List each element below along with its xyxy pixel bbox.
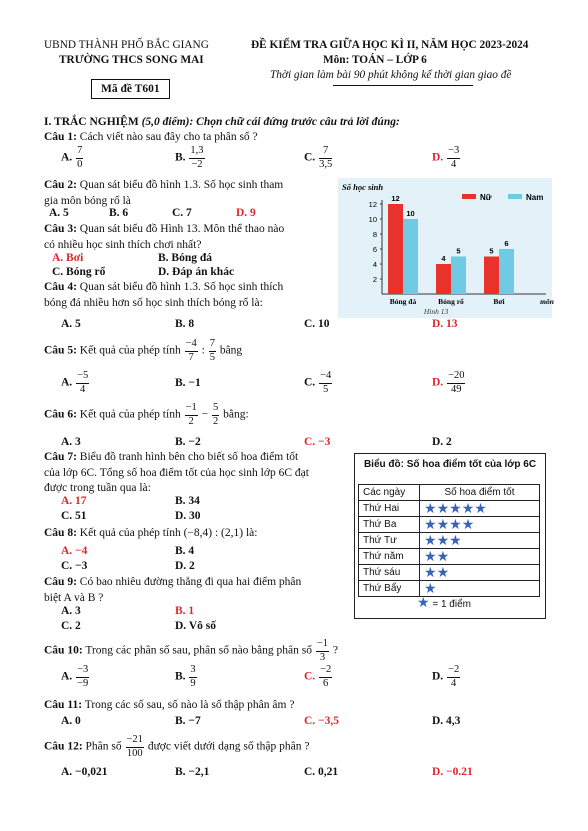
q1-option-b[interactable]: B. $\frac{1,3}{-2}$ — [175, 145, 204, 170]
q1-option-a[interactable]: A. $\frac{7}{0}$ — [61, 145, 83, 170]
q4-text: Câu 4: Quan sát biểu đồ hình 1.3. Số học sinh thích bóng đá nhiều hơn số học sinh thích bóng rổ là: — [44, 281, 284, 309]
q9-option-a[interactable]: A. 3 — [61, 605, 81, 617]
bar-data-label: 5 — [489, 246, 494, 256]
star-icon: ★ — [424, 500, 437, 516]
q5-option-c[interactable]: C. $\frac{-4}{5}$ — [304, 370, 332, 395]
flower-row-day: Thứ Ba — [359, 517, 420, 533]
q12-text: Câu 12: Phân số $\frac{-21}{100}$ được viết dưới dạng số thập phân ? — [44, 734, 310, 759]
q7-option-d[interactable]: D. 30 — [175, 510, 201, 522]
q5-option-b[interactable]: B. −1 — [175, 377, 201, 389]
q12-option-c[interactable]: C. 0,21 — [304, 766, 339, 778]
flower-row — [359, 565, 540, 581]
exam-code: Mã đề T601 — [91, 79, 170, 99]
q5-option-d[interactable]: D. $\frac{-20}{49}$ — [432, 370, 465, 395]
q9-option-b[interactable]: B. 1 — [175, 605, 195, 617]
q10-text: Câu 10: Trong các phân số sau, phân số nào bằng phân số $\frac{-1}{3}$ ? — [44, 638, 339, 663]
star-icon: ★ — [417, 594, 430, 610]
q4-option-c[interactable]: C. 10 — [304, 318, 330, 330]
bar-data-label: 6 — [504, 239, 509, 248]
bar-data-label: 10 — [406, 209, 415, 218]
org-name: UBND THÀNH PHỐ BẮC GIANG — [44, 39, 209, 51]
q3-option-d[interactable]: D. Đáp án khác — [158, 266, 235, 278]
header-rule — [333, 85, 473, 86]
q9-option-d[interactable]: D. Vô số — [175, 620, 217, 632]
star-icon: ★ — [436, 532, 450, 548]
q7-option-a[interactable]: A. 17 — [61, 495, 87, 507]
flower-row — [359, 517, 540, 533]
q2-option-c[interactable]: C. 7 — [172, 207, 192, 219]
q7-option-b[interactable]: B. 34 — [175, 495, 200, 507]
bar-Nữ — [484, 257, 499, 295]
q5-text: Câu 5: Kết quả của phép tính $\frac{-4}{7}$ : $\frac{7}{5}$ bằng — [44, 338, 243, 363]
school-name: TRƯỜNG THCS SONG MAI — [59, 54, 204, 66]
star-icon: ★ — [461, 516, 475, 532]
q11-text: Câu 11: Trong các số sau, số nào là số thập phân âm ? — [44, 699, 295, 711]
q12-option-b[interactable]: B. −2,1 — [175, 766, 210, 778]
q3-option-a[interactable]: A. Bơi — [52, 252, 84, 264]
q4-option-d[interactable]: D. 13 — [432, 318, 458, 330]
star-icon: ★ — [424, 580, 437, 596]
flower-row-stars — [420, 565, 540, 581]
q8-option-d[interactable]: D. 2 — [175, 560, 195, 572]
star-icon: ★ — [449, 532, 462, 548]
q1-text: Câu 1: Cách viết nào sau đây cho ta phân số ? — [44, 131, 258, 143]
section-points: (5,0 điểm): — [141, 116, 194, 128]
legend-swatch — [508, 194, 522, 199]
q2-option-d[interactable]: D. 9 — [236, 207, 256, 219]
q5-option-a[interactable]: A. $\frac{-5}{4}$ — [61, 370, 89, 395]
q6-option-b[interactable]: B. −2 — [175, 436, 201, 448]
flower-col-count: Số hoa điểm tốt — [420, 485, 540, 501]
flower-chart-title: Biểu đồ: Số hoa điểm tốt của lớp 6C — [363, 459, 537, 470]
flower-table — [358, 484, 540, 597]
bar-data-label: 4 — [441, 254, 446, 263]
q6-text: Câu 6: Kết quả của phép tính $\frac{-1}{2}$ − $\frac{5}{2}$ bằng: — [44, 402, 249, 427]
section-heading — [44, 116, 400, 128]
q3-text: Câu 3: Quan sát biểu đồ Hình 13. Môn thể thao nào có nhiều học sinh thích chơi nhất? — [44, 223, 285, 251]
q10-option-b[interactable]: B. $\frac{3}{9}$ — [175, 664, 196, 689]
q1-option-d[interactable]: D. $\frac{-3}{4}$ — [432, 145, 460, 170]
q7-text: Câu 7: Biểu đồ tranh hình bên cho biết số hoa điểm tốt của lớp 6C. Tổng số hoa điểm tốt của học sinh lớp 6C đạt được trong tuần qua là: — [44, 451, 309, 494]
flower-row-stars — [420, 501, 540, 517]
flower-row — [359, 533, 540, 549]
q4-option-b[interactable]: B. 8 — [175, 318, 195, 330]
q6-option-a[interactable]: A. 3 — [61, 436, 81, 448]
q9-option-c[interactable]: C. 2 — [61, 620, 81, 632]
q12-option-a[interactable]: A. −0,021 — [61, 766, 108, 778]
q1-option-c[interactable]: C. $\frac{7}{3,5}$ — [304, 145, 333, 170]
y-tick-label: 10 — [368, 215, 377, 224]
flower-row — [359, 501, 540, 517]
y-tick-label: 8 — [372, 230, 377, 239]
flower-legend — [417, 595, 471, 610]
q8-option-c[interactable]: C. −3 — [61, 560, 88, 572]
flower-row-stars — [420, 517, 540, 533]
star-icon: ★ — [461, 500, 475, 516]
q6-option-d[interactable]: D. 2 — [432, 436, 452, 448]
x-tick-label: môn — [540, 297, 554, 306]
flower-row-day: Thứ Hai — [359, 501, 420, 517]
q7-option-c[interactable]: C. 51 — [61, 510, 87, 522]
flower-col-days: Các ngày — [359, 485, 420, 501]
y-tick-label: 2 — [372, 275, 377, 284]
legend-label: Nữ — [480, 193, 492, 202]
q3-option-b[interactable]: B. Bóng đá — [158, 252, 213, 264]
bar-Nữ — [436, 264, 451, 294]
star-icon: ★ — [424, 532, 437, 548]
star-icon: ★ — [449, 516, 462, 532]
flower-row-day: Thứ Bẩy — [359, 581, 420, 597]
q12-option-d[interactable]: D. −0.21 — [432, 766, 473, 778]
q11-option-a[interactable]: A. 0 — [61, 715, 81, 727]
x-tick-label: Bóng rổ — [438, 297, 464, 306]
star-icon: ★ — [436, 564, 450, 580]
q10-option-a[interactable]: A. $\frac{-3}{-9}$ — [61, 664, 89, 689]
q8-option-a[interactable]: A. −4 — [61, 545, 88, 557]
y-axis-label: Số học sinh — [342, 182, 384, 192]
star-icon: ★ — [474, 500, 487, 516]
time-note: Thời gian làm bài 90 phút không kể thời gian giao đề — [270, 69, 512, 81]
star-icon: ★ — [436, 516, 450, 532]
bar-Nam — [451, 257, 466, 295]
flower-row — [359, 549, 540, 565]
bar-chart-panel — [338, 178, 552, 318]
q3-option-c[interactable]: C. Bóng rổ — [52, 266, 106, 278]
bar-Nam — [403, 219, 418, 294]
q4-option-a[interactable]: A. 5 — [61, 318, 81, 330]
flower-row-day: Thứ sáu — [359, 565, 420, 581]
q8-option-b[interactable]: B. 4 — [175, 545, 195, 557]
bar-data-label: 12 — [391, 194, 400, 203]
y-tick-label: 6 — [372, 245, 377, 254]
star-icon: ★ — [424, 564, 437, 580]
star-icon: ★ — [449, 500, 462, 516]
star-icon: ★ — [436, 548, 450, 564]
star-icon: ★ — [424, 516, 437, 532]
q2-option-b[interactable]: B. 6 — [109, 207, 129, 219]
q6-option-c[interactable]: C. −3 — [304, 436, 331, 448]
x-tick-label: Bóng đá — [389, 297, 417, 306]
y-tick-label: 4 — [372, 260, 377, 269]
star-icon: ★ — [424, 548, 437, 564]
flower-row-stars — [420, 549, 540, 565]
subject: Môn: TOÁN – LỚP 6 — [323, 54, 427, 66]
bar-Nam — [499, 249, 514, 294]
flower-row-stars — [420, 533, 540, 549]
flower-row-day: Thứ năm — [359, 549, 420, 565]
flower-chart — [354, 453, 546, 619]
section-title: I. TRẮC NGHIỆM — [44, 116, 139, 128]
q11-option-c[interactable]: C. −3,5 — [304, 715, 339, 727]
exam-title: ĐỀ KIỂM TRA GIỮA HỌC KÌ II, NĂM HỌC 2023-2024 — [251, 39, 529, 51]
q10-option-d[interactable]: D. $\frac{-2}{4}$ — [432, 664, 460, 689]
bar-data-label: 5 — [456, 246, 461, 256]
x-tick-label: Bơi — [493, 297, 505, 306]
flower-legend-text: = 1 điểm — [432, 599, 471, 610]
q8-text: Câu 8: Kết quả của phép tính (−8,4) : (2,1) là: — [44, 527, 258, 539]
flower-row-day: Thứ Tư — [359, 533, 420, 549]
bar-chart — [338, 178, 552, 318]
q2-option-a[interactable]: A. 5 — [49, 207, 69, 219]
q11-option-d[interactable]: D. 4,3 — [432, 715, 461, 727]
q9-text: Câu 9: Có bao nhiêu đường thẳng đi qua hai điểm phân biệt A và B ? — [44, 576, 302, 604]
legend-swatch — [462, 194, 476, 199]
q10-option-c[interactable]: C. $\frac{-2}{6}$ — [304, 664, 332, 689]
y-tick-label: 12 — [368, 200, 377, 209]
bar-Nữ — [388, 204, 403, 294]
chart-caption: Hình 13 — [423, 307, 449, 316]
legend-label: Nam — [526, 193, 544, 202]
q11-option-b[interactable]: B. −7 — [175, 715, 201, 727]
star-icon: ★ — [436, 500, 450, 516]
section-instruction: Chọn chữ cái đứng trước câu trả lời đúng: — [196, 116, 400, 128]
q2-text: Câu 2: Quan sát biểu đồ hình 1.3. Số học sinh tham gia môn bóng rổ là — [44, 179, 284, 207]
